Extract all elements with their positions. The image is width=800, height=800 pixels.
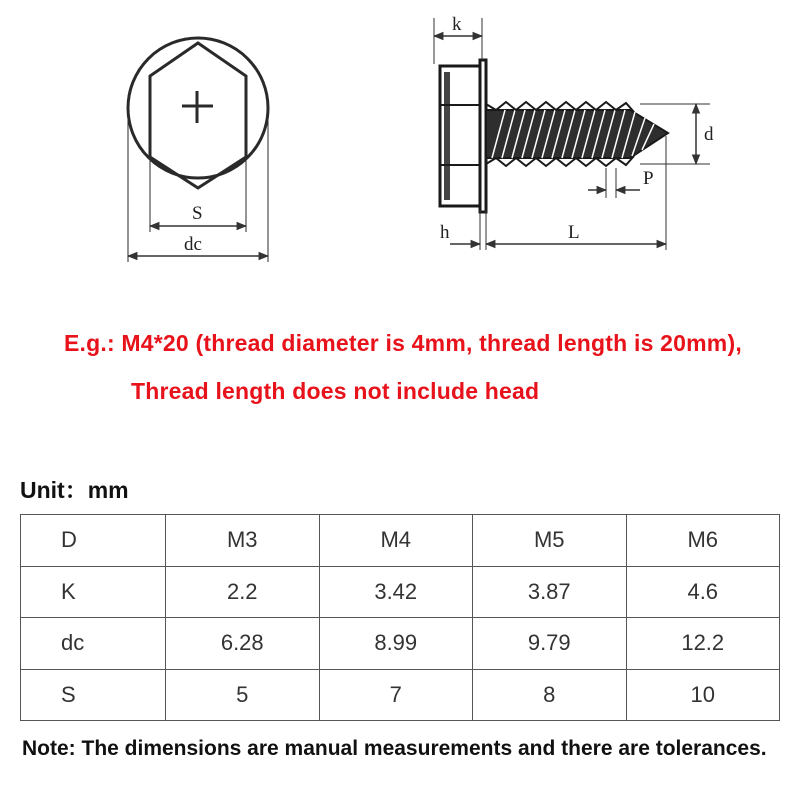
row-header: dc [21, 618, 166, 670]
k-label: k [452, 14, 462, 35]
head-shading [444, 72, 450, 200]
table-cell: 8.99 [319, 618, 473, 670]
table-row-dc [21, 618, 780, 670]
table-cell: 3.87 [473, 566, 627, 618]
dc-label: dc [184, 234, 202, 255]
table-cell: M6 [626, 515, 780, 567]
table-cell: 12.2 [626, 618, 780, 670]
table-cell: M4 [319, 515, 473, 567]
table-cell: 7 [319, 669, 473, 721]
l-label: L [568, 222, 580, 243]
tolerance-footnote: Note: The dimensions are manual measurements and there are tolerances. [22, 737, 767, 760]
dimension-table [20, 514, 780, 721]
table-cell: 3.42 [319, 566, 473, 618]
table-cell: 9.79 [473, 618, 627, 670]
h-label: h [440, 222, 450, 243]
table-cell: M5 [473, 515, 627, 567]
s-label: S [192, 203, 203, 224]
table-cell: 10 [626, 669, 780, 721]
unit-label: Unit：mm [20, 477, 129, 503]
table-cell: 5 [166, 669, 320, 721]
row-header: D [21, 515, 166, 567]
head-top-view [128, 38, 268, 262]
table-cell: 6.28 [166, 618, 320, 670]
p-label: P [643, 168, 654, 189]
row-header: K [21, 566, 166, 618]
screw-side-view [440, 60, 668, 212]
table-cell: 8 [473, 669, 627, 721]
table-row-k [21, 566, 780, 618]
screw-dimension-diagram [0, 0, 800, 300]
row-header: S [21, 669, 166, 721]
example-note: E.g.: M4*20 (thread diameter is 4mm, thread length is 20mm), [64, 330, 742, 356]
table-cell: 4.6 [626, 566, 780, 618]
thread-length-note: Thread length does not include head [131, 378, 540, 404]
table-cell: M3 [166, 515, 320, 567]
d-label: d [704, 124, 714, 145]
table-row-d [21, 515, 780, 567]
table-cell: 2.2 [166, 566, 320, 618]
table-row-s [21, 669, 780, 721]
